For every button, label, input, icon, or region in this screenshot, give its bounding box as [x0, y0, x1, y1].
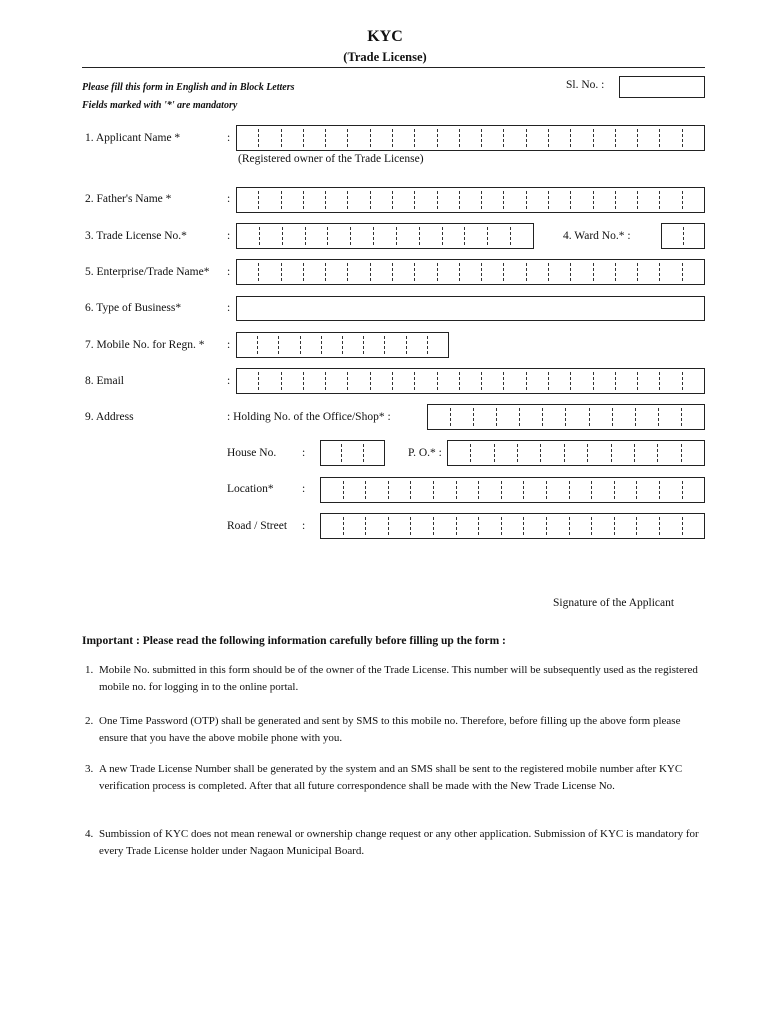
title-divider: [82, 67, 705, 68]
char-cell: [459, 372, 481, 390]
char-cell: [591, 517, 614, 535]
char-cell: [682, 263, 704, 281]
char-cell: [406, 336, 427, 354]
char-cell: [564, 444, 587, 462]
char-cell: [258, 191, 280, 209]
important-item-3: [85, 761, 707, 795]
char-cell: [682, 372, 704, 390]
applicant-name-field[interactable]: [236, 125, 705, 151]
char-cell: [433, 481, 456, 499]
char-cell: [281, 129, 303, 147]
char-cell: [456, 481, 479, 499]
char-cell: [437, 191, 459, 209]
important-item-1: [85, 662, 707, 696]
signature-label: Signature of the Applicant: [553, 597, 675, 609]
char-cell: [327, 227, 350, 245]
char-cell: [496, 408, 519, 426]
char-cell: [370, 191, 392, 209]
char-cell: [659, 129, 681, 147]
char-cell: [481, 372, 503, 390]
ward-no-field[interactable]: [661, 223, 705, 249]
char-cell: [546, 517, 569, 535]
char-cell: [501, 517, 524, 535]
char-cell: [473, 408, 496, 426]
char-cell: [681, 408, 704, 426]
enterprise-name-label: 5. Enterprise/Trade Name*: [85, 266, 210, 278]
location-field[interactable]: [320, 477, 705, 503]
char-cell: [237, 191, 258, 209]
char-cell: [682, 481, 705, 499]
house-no-colon: :: [302, 447, 306, 459]
location-colon: :: [302, 483, 306, 495]
char-cell: [303, 191, 325, 209]
char-cell: [456, 517, 479, 535]
char-cell: [392, 129, 414, 147]
char-cell: [388, 481, 411, 499]
instruction-block-letters: Please fill this form in English and in Block Letters: [82, 82, 295, 93]
char-cell: [428, 408, 450, 426]
char-cell: [437, 263, 459, 281]
char-cell: [523, 481, 546, 499]
char-cell: [548, 263, 570, 281]
char-cell: [658, 408, 681, 426]
char-cell: [396, 227, 419, 245]
char-cell: [321, 444, 341, 462]
char-cell: [519, 408, 542, 426]
item-text: Sumbission of KYC does not mean renewal or ownership change request or any other application. Submission of KYC is mandatory for every Trade License holder under Nagaon Municipal Board.: [99, 828, 699, 857]
enterprise-name-field[interactable]: [236, 259, 705, 285]
char-cell: [370, 129, 392, 147]
char-cell: [347, 263, 369, 281]
char-cell: [635, 408, 658, 426]
char-cell: [593, 263, 615, 281]
mobile-no-label: 7. Mobile No. for Regn. *: [85, 339, 205, 351]
char-cell: [503, 129, 525, 147]
po-label: P. O.* :: [408, 447, 442, 459]
char-cell: [481, 263, 503, 281]
char-cell: [237, 227, 259, 245]
char-cell: [325, 372, 347, 390]
char-cell: [237, 336, 257, 354]
char-cell: [503, 263, 525, 281]
char-cell: [258, 372, 280, 390]
char-cell: [542, 408, 565, 426]
char-cell: [459, 263, 481, 281]
char-cell: [503, 191, 525, 209]
location-label: Location*: [227, 483, 274, 495]
serial-no-field[interactable]: [619, 76, 705, 98]
mobile-no-field[interactable]: [236, 332, 449, 358]
char-cell: [414, 263, 436, 281]
char-cell: [282, 227, 305, 245]
item-number: 2.: [85, 715, 94, 727]
char-cell: [548, 129, 570, 147]
char-cell: [682, 129, 704, 147]
char-cell: [363, 444, 384, 462]
char-cell: [325, 129, 347, 147]
char-cell: [682, 191, 704, 209]
father-name-label: 2. Father's Name *: [85, 193, 172, 205]
char-cell: [341, 444, 362, 462]
char-cell: [437, 129, 459, 147]
char-cell: [510, 227, 533, 245]
char-cell: [363, 336, 384, 354]
char-cell: [365, 481, 388, 499]
char-cell: [303, 372, 325, 390]
email-label: 8. Email: [85, 375, 124, 387]
char-cell: [593, 372, 615, 390]
char-cell: [523, 517, 546, 535]
char-cell: [303, 263, 325, 281]
char-cell: [569, 517, 592, 535]
serial-no-label: Sl. No. :: [566, 79, 605, 91]
char-cell: [410, 481, 433, 499]
char-cell: [259, 227, 282, 245]
char-cell: [350, 227, 373, 245]
char-cell: [347, 191, 369, 209]
char-cell: [611, 444, 634, 462]
char-cell: [464, 227, 487, 245]
road-street-label: Road / Street: [227, 520, 288, 532]
holding-no-label: : Holding No. of the Office/Shop* :: [227, 411, 391, 423]
char-cell: [637, 372, 659, 390]
char-cell: [615, 129, 637, 147]
char-cell: [526, 191, 548, 209]
applicant-name-label: 1. Applicant Name *: [85, 132, 181, 144]
char-cell: [414, 372, 436, 390]
char-cell: [548, 372, 570, 390]
char-cell: [373, 227, 396, 245]
char-cell: [659, 263, 681, 281]
char-cell: [237, 372, 258, 390]
char-cell: [321, 517, 343, 535]
char-cell: [637, 263, 659, 281]
char-cell: [470, 444, 493, 462]
char-cell: [300, 336, 321, 354]
char-cell: [370, 263, 392, 281]
char-cell: [347, 129, 369, 147]
po-field[interactable]: [447, 440, 705, 466]
char-cell: [281, 263, 303, 281]
char-cell: [634, 444, 657, 462]
char-cell: [305, 227, 328, 245]
char-cell: [615, 191, 637, 209]
char-cell: [414, 129, 436, 147]
char-cell: [565, 408, 588, 426]
char-cell: [615, 263, 637, 281]
item-number: 3.: [85, 763, 94, 775]
char-cell: [681, 444, 704, 462]
char-cell: [237, 129, 258, 147]
char-cell: [615, 372, 637, 390]
item-text: A new Trade License Number shall be generated by the system and an SMS shall be sent to the registered mobile number after KYC verification process is completed. After that all future correspondence shall be made with the New Trade License No.: [99, 763, 683, 792]
road-street-field[interactable]: [320, 513, 705, 539]
business-type-label: 6. Type of Business*: [85, 302, 182, 314]
char-cell: [388, 517, 411, 535]
char-cell: [589, 408, 612, 426]
char-cell: [570, 372, 592, 390]
char-cell: [587, 444, 610, 462]
char-cell: [657, 444, 680, 462]
char-cell: [593, 191, 615, 209]
char-cell: [347, 372, 369, 390]
char-cell: [540, 444, 563, 462]
business-type-field[interactable]: [236, 296, 705, 321]
char-cell: [570, 263, 592, 281]
address-label: 9. Address: [85, 411, 134, 423]
char-cell: [325, 191, 347, 209]
char-cell: [662, 227, 683, 245]
char-cell: [517, 444, 540, 462]
enterprise-name-colon: :: [227, 266, 231, 278]
char-cell: [659, 481, 682, 499]
father-name-field[interactable]: [236, 187, 705, 213]
trade-license-colon: :: [227, 230, 231, 242]
char-cell: [682, 517, 705, 535]
char-cell: [526, 372, 548, 390]
item-text: One Time Password (OTP) shall be generated and sent by SMS to this mobile no. Therefore, before filling up the above form please ensure that you have the above mobile phone with you.: [99, 715, 681, 744]
char-cell: [342, 336, 363, 354]
applicant-name-colon: :: [227, 132, 231, 144]
instruction-mandatory: Fields marked with '*' are mandatory: [82, 100, 238, 111]
ward-no-label: 4. Ward No.* :: [563, 230, 631, 242]
char-cell: [459, 191, 481, 209]
form-title: KYC: [367, 28, 403, 45]
char-cell: [548, 191, 570, 209]
item-number: 1.: [85, 664, 94, 676]
char-cell: [570, 129, 592, 147]
holding-no-field[interactable]: [427, 404, 705, 430]
trade-license-field[interactable]: [236, 223, 534, 249]
char-cell: [526, 263, 548, 281]
char-cell: [487, 227, 510, 245]
char-cell: [442, 227, 465, 245]
char-cell: [281, 191, 303, 209]
char-cell: [281, 372, 303, 390]
important-heading: Important : Please read the following information carefully before filling up the form :: [82, 635, 506, 647]
char-cell: [414, 191, 436, 209]
char-cell: [392, 263, 414, 281]
char-cell: [321, 481, 343, 499]
char-cell: [459, 129, 481, 147]
char-cell: [365, 517, 388, 535]
item-number: 4.: [85, 828, 94, 840]
char-cell: [591, 481, 614, 499]
email-field[interactable]: [236, 368, 705, 394]
char-cell: [546, 481, 569, 499]
char-cell: [501, 481, 524, 499]
char-cell: [437, 372, 459, 390]
char-cell: [450, 408, 473, 426]
email-colon: :: [227, 375, 231, 387]
road-street-colon: :: [302, 520, 306, 532]
char-cell: [384, 336, 405, 354]
house-no-field[interactable]: [320, 440, 385, 466]
char-cell: [659, 372, 681, 390]
father-name-colon: :: [227, 193, 231, 205]
char-cell: [433, 517, 456, 535]
char-cell: [419, 227, 442, 245]
char-cell: [612, 408, 635, 426]
char-cell: [636, 481, 659, 499]
mobile-no-colon: :: [227, 339, 231, 351]
char-cell: [278, 336, 299, 354]
char-cell: [494, 444, 517, 462]
char-cell: [636, 517, 659, 535]
item-text: Mobile No. submitted in this form should be of the owner of the Trade License. This number will be subsequently used as the registered mobile no. for logging in to the online portal.: [99, 664, 698, 693]
char-cell: [659, 191, 681, 209]
char-cell: [410, 517, 433, 535]
char-cell: [478, 517, 501, 535]
house-no-label: House No.: [227, 447, 277, 459]
important-item-4: [85, 826, 707, 860]
char-cell: [392, 372, 414, 390]
form-subtitle: (Trade License): [343, 50, 427, 64]
char-cell: [427, 336, 448, 354]
char-cell: [481, 129, 503, 147]
char-cell: [370, 372, 392, 390]
char-cell: [478, 481, 501, 499]
important-item-2: [85, 713, 707, 747]
char-cell: [257, 336, 278, 354]
char-cell: [614, 481, 637, 499]
char-cell: [637, 129, 659, 147]
char-cell: [569, 481, 592, 499]
char-cell: [343, 517, 366, 535]
char-cell: [448, 444, 470, 462]
char-cell: [659, 517, 682, 535]
char-cell: [481, 191, 503, 209]
applicant-name-caption: (Registered owner of the Trade License): [238, 153, 424, 165]
char-cell: [392, 191, 414, 209]
char-cell: [526, 129, 548, 147]
trade-license-label: 3. Trade License No.*: [85, 230, 187, 242]
char-cell: [683, 227, 705, 245]
char-cell: [503, 372, 525, 390]
char-cell: [593, 129, 615, 147]
char-cell: [325, 263, 347, 281]
char-cell: [570, 191, 592, 209]
char-cell: [258, 263, 280, 281]
char-cell: [343, 481, 366, 499]
char-cell: [258, 129, 280, 147]
char-cell: [321, 336, 342, 354]
char-cell: [303, 129, 325, 147]
business-type-colon: :: [227, 302, 231, 314]
char-cell: [237, 263, 258, 281]
char-cell: [614, 517, 637, 535]
char-cell: [637, 191, 659, 209]
